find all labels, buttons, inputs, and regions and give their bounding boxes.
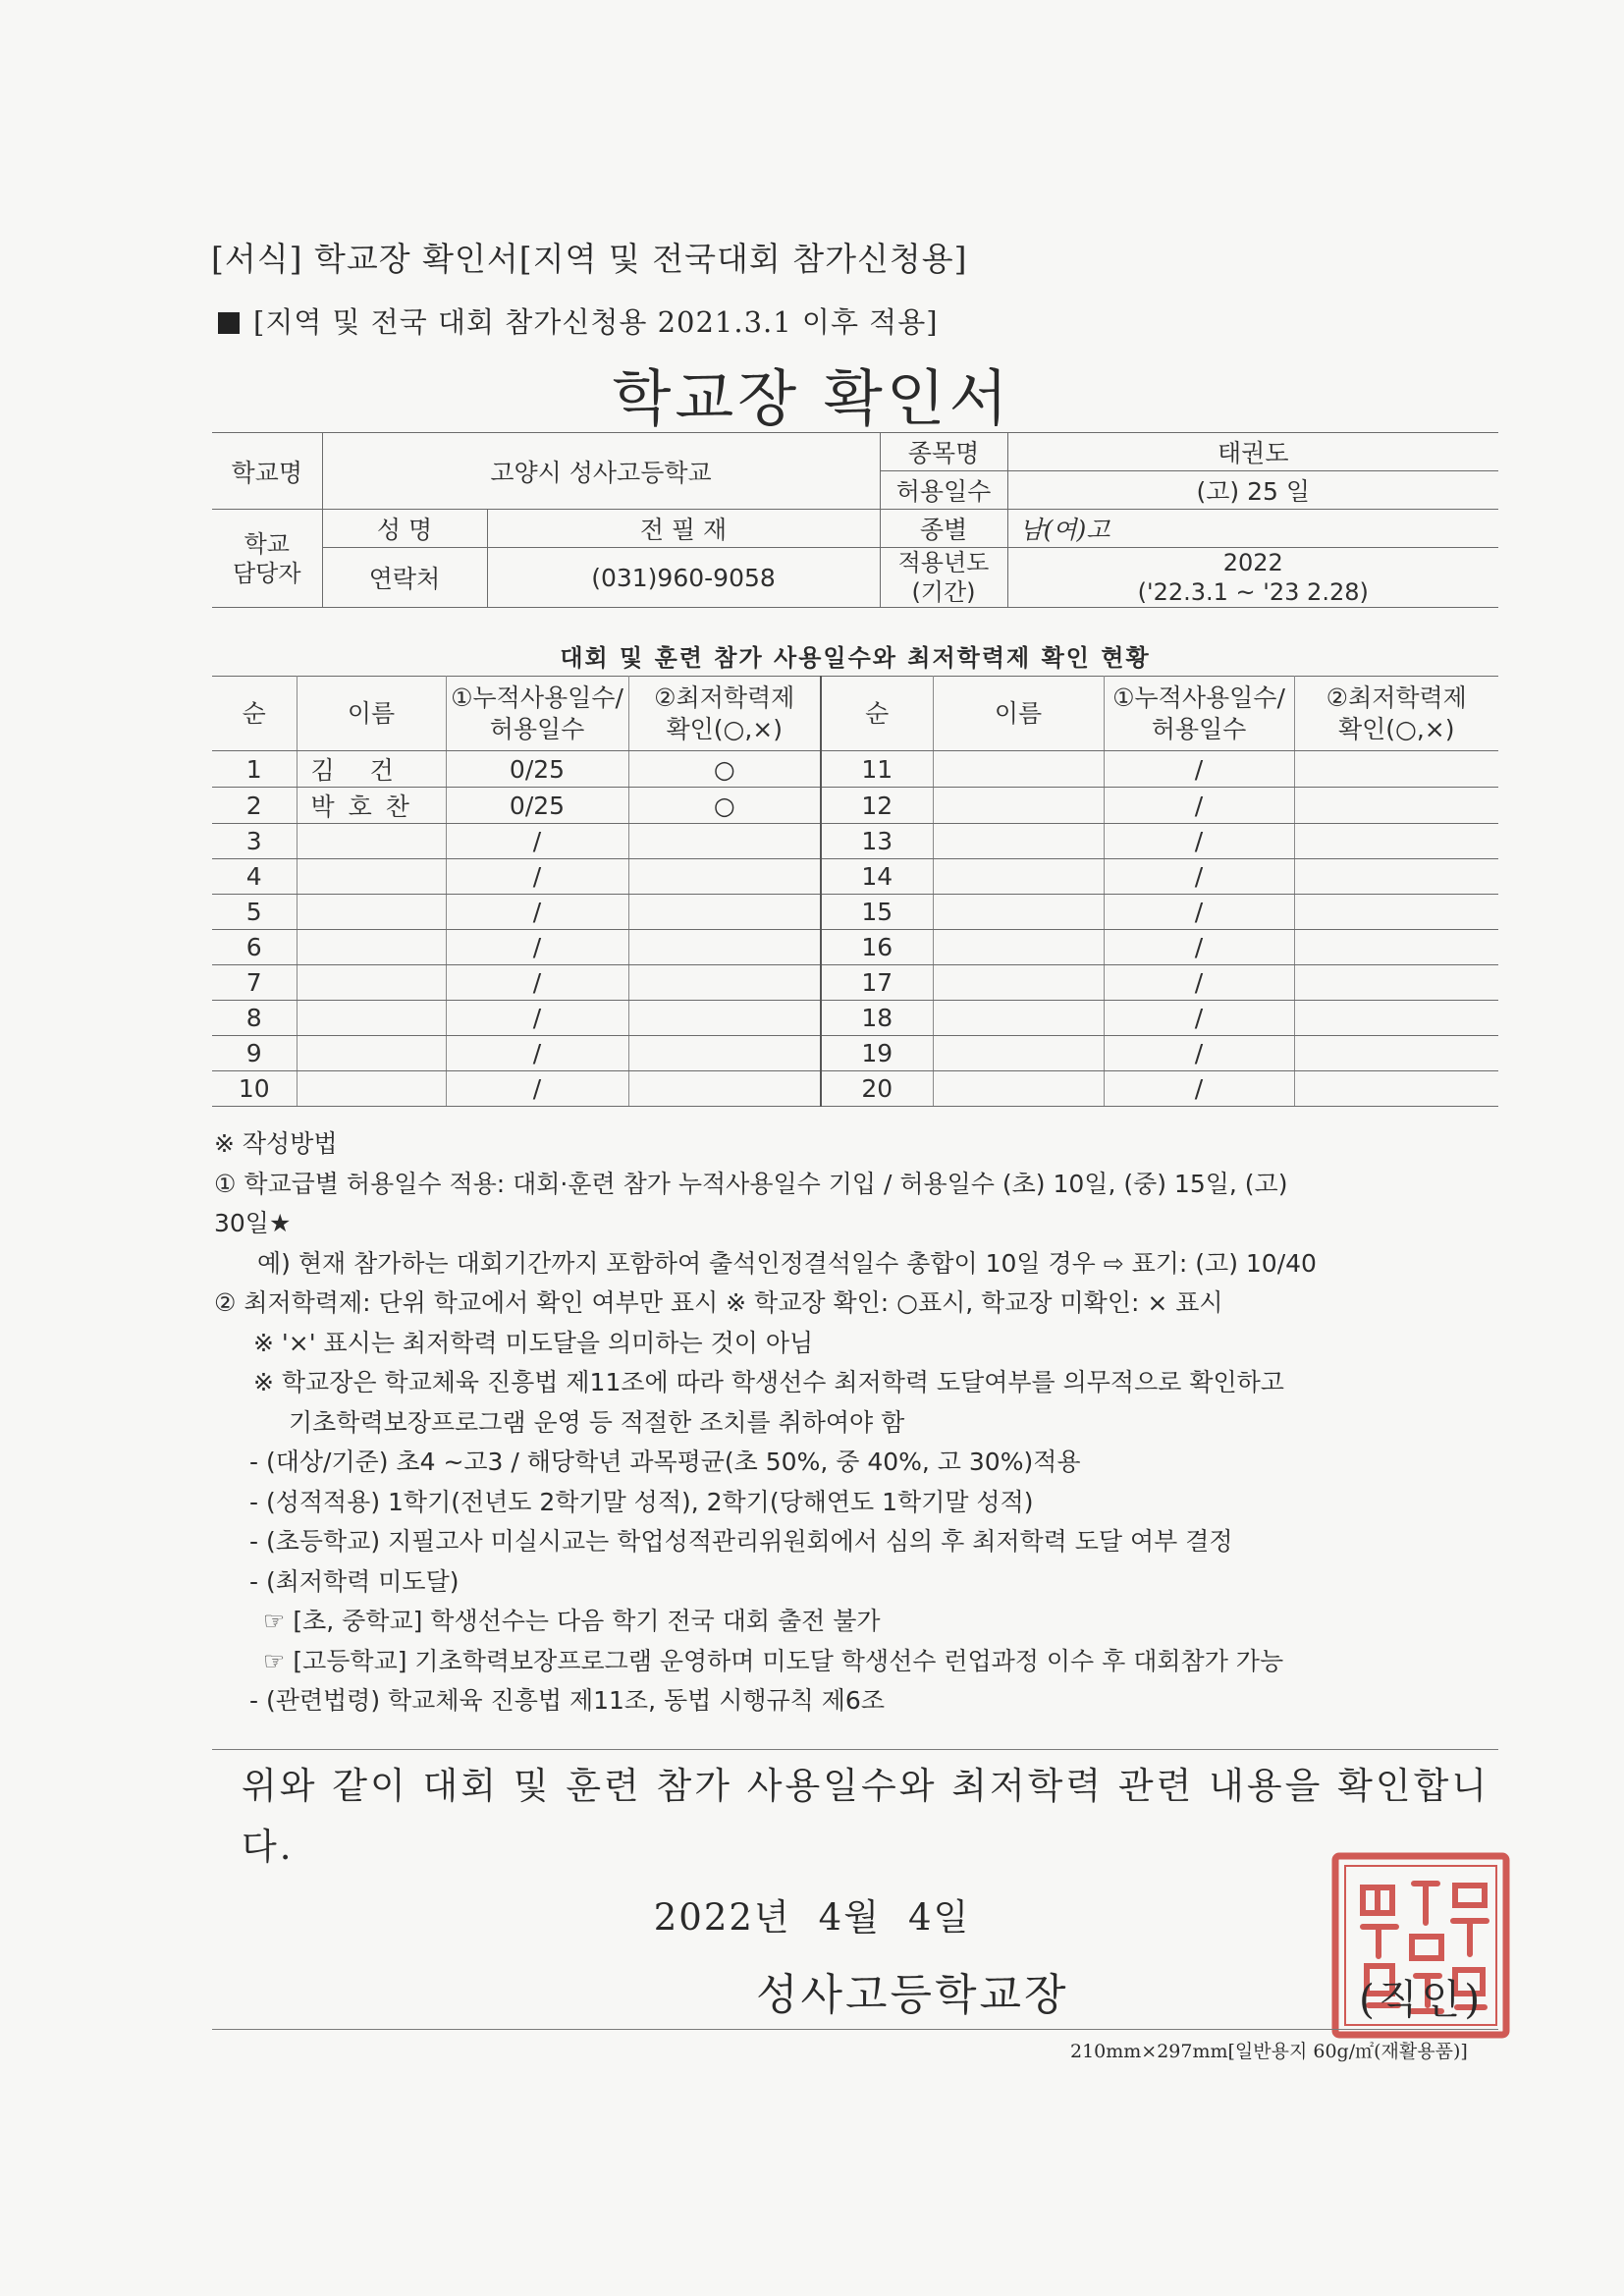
row-days-right: / [1104,788,1294,824]
row-check-right [1294,1001,1498,1036]
row-check-left [628,930,821,965]
header-check-right-1: ②최저학력제 [1326,683,1467,712]
header-days-left-1: ①누적사용일수/ [451,683,623,712]
row-no-right: 12 [821,788,933,824]
row-no-left: 1 [212,751,297,788]
instructions [214,1124,1520,1722]
note-line-4: ※ '×' 표시는 최저학력 미도달을 의미하는 것이 아님 [253,1328,814,1357]
row-no-left: 7 [212,965,297,1001]
year-label [880,548,1007,608]
row-check-left [628,1071,821,1107]
row-days-left: / [446,1036,628,1071]
row-name-right [933,751,1104,788]
usage-table [212,676,1498,1107]
row-no-left: 8 [212,1001,297,1036]
header-check-right-2: 확인(○,×) [1337,714,1455,743]
note-line-8: - (성적적용) 1학기(전년도 2학기말 성적), 2학기(당해연도 1학기말 성적) [249,1487,1034,1516]
note-line-2: 예) 현재 참가하는 대회기간까지 포함하여 출석인정결석일수 총합이 10일 경우 ⇨ 표기: (고) 10/40 [257,1248,1317,1278]
school-label: 학교명 [212,433,322,510]
info-table [212,432,1498,608]
table-row [212,1001,1498,1036]
table-row [212,1036,1498,1071]
year-value [1007,548,1498,608]
row-days-left: / [446,824,628,859]
header-no-left: 순 [212,677,297,751]
info-row-contact [212,548,1498,608]
row-check-left [628,1036,821,1071]
header-name-left: 이름 [297,677,446,751]
row-check-right [1294,895,1498,930]
note-line-6: 기초학력보장프로그램 운영 등 적절한 조치를 취하여야 함 [289,1407,905,1437]
note-line-1a: ① 학교급별 허용일수 적용: 대회·훈련 참가 누적사용일수 기입 / 허용일수 (초) 10일, (중) 15일, (고) [214,1169,1288,1198]
header-no-right: 순 [821,677,933,751]
info-row-name [212,510,1498,548]
row-days-right: / [1104,965,1294,1001]
date-month: 4월 [818,1896,881,1939]
row-name-left [297,1071,446,1107]
form-label: [서식] 학교장 확인서[지역 및 전국대회 참가신청용] [211,240,968,278]
row-name-left [297,930,446,965]
row-no-left: 6 [212,930,297,965]
name-value: 전 필 재 [487,510,880,548]
table-row [212,788,1498,824]
header-days-left-2: 허용일수 [489,714,585,743]
header-check-left-1: ②최저학력제 [654,683,795,712]
gender-value: 남(여)고 [1007,510,1498,548]
header-days-right-1: ①누적사용일수/ [1112,683,1285,712]
manager-label-2: 담당자 [232,559,301,587]
date-day: 4일 [907,1896,971,1939]
row-days-right: / [1104,859,1294,895]
row-no-left: 3 [212,824,297,859]
row-no-right: 11 [821,751,933,788]
row-no-right: 14 [821,859,933,895]
row-days-left: 0/25 [446,751,628,788]
row-no-left: 9 [212,1036,297,1071]
row-check-right [1294,859,1498,895]
table-row [212,751,1498,788]
divider-bottom [212,2029,1498,2030]
row-check-right [1294,751,1498,788]
row-check-left: ○ [628,751,821,788]
allowed-days-label: 허용일수 [880,471,1007,510]
principal-title: 성사고등학교장 [756,1970,1069,2020]
row-name-right [933,824,1104,859]
row-name-left [297,895,446,930]
row-check-right [1294,788,1498,824]
event-label: 종목명 [880,433,1007,471]
row-days-left: / [446,1071,628,1107]
row-no-right: 20 [821,1071,933,1107]
row-no-left: 10 [212,1071,297,1107]
table-row [212,895,1498,930]
row-check-right [1294,824,1498,859]
note-line-11: ☞ [초, 중학교] 학생선수는 다음 학기 전국 대회 출전 불가 [263,1607,881,1635]
row-days-right: / [1104,1001,1294,1036]
row-days-left: / [446,1001,628,1036]
row-name-left [297,1001,446,1036]
row-days-right: / [1104,751,1294,788]
usage-table-header [212,677,1498,751]
apply-line-text: [지역 및 전국 대회 참가신청용 2021.3.1 이후 적용] [253,305,939,339]
seal-note: (직인) [1359,1976,1485,2023]
gender-label: 종별 [880,510,1007,548]
table-row [212,930,1498,965]
row-check-left [628,859,821,895]
name-label: 성 명 [322,510,487,548]
header-check-left [628,677,821,751]
row-no-right: 16 [821,930,933,965]
row-check-right [1294,1071,1498,1107]
row-no-right: 13 [821,824,933,859]
row-name-left: 김 건 [297,751,446,788]
row-no-right: 17 [821,965,933,1001]
note-line-7: - (대상/기준) 초4 ~고3 / 해당학년 과목평균(초 50%, 중 40%, 고 30%)적용 [249,1448,1081,1476]
header-check-right [1294,677,1498,751]
row-name-left [297,824,446,859]
divider-top [212,1749,1498,1750]
row-days-right: / [1104,1071,1294,1107]
header-days-right [1104,677,1294,751]
row-no-right: 18 [821,1001,933,1036]
row-check-right [1294,930,1498,965]
row-check-left [628,965,821,1001]
row-no-right: 19 [821,1036,933,1071]
row-name-left: 박호찬 [297,788,446,824]
table-row [212,1071,1498,1107]
note-line-1b: 30일★ [214,1209,292,1237]
header-name-right: 이름 [933,677,1104,751]
row-check-left [628,895,821,930]
row-no-right: 15 [821,895,933,930]
row-name-left [297,859,446,895]
row-name-right [933,1036,1104,1071]
notes-heading: ※ 작성방법 [214,1129,338,1158]
event-value: 태권도 [1007,433,1498,471]
row-name-right [933,895,1104,930]
section-title: 대회 및 훈련 참가 사용일수와 최저학력제 확인 현황 [560,644,1151,672]
date-year: 2022년 [653,1896,791,1939]
contact-value: (031)960-9058 [487,548,880,608]
school-value: 고양시 성사고등학교 [322,433,880,510]
row-days-right: / [1104,1036,1294,1071]
table-row [212,859,1498,895]
document-title: 학교장 확인서 [612,362,1012,434]
row-name-left [297,965,446,1001]
usage-table-body [212,677,1498,1107]
row-no-left: 5 [212,895,297,930]
row-name-right [933,1001,1104,1036]
year-label-1: 적용년도 [897,549,990,576]
paper-spec: 210mm×297mm[일반용지 60g/㎡(재활용품)] [1070,2041,1468,2062]
row-check-left [628,824,821,859]
row-check-left: ○ [628,788,821,824]
info-row-school [212,433,1498,471]
allowed-days-value: (고) 25 일 [1007,471,1498,510]
row-name-left [297,1036,446,1071]
year-label-2: (기간) [911,578,976,606]
row-name-right [933,965,1104,1001]
note-line-12: ☞ [고등학교] 기초학력보장프로그램 운영하며 미도달 학생선수 런업과정 이수 후 대회참가 가능 [263,1646,1284,1675]
confirmation-text: 위와 같이 대회 및 훈련 참가 사용일수와 최저학력 관련 내용을 확인합니다. [242,1765,1490,1868]
row-days-right: / [1104,930,1294,965]
manager-label-1: 학교 [244,529,290,558]
row-name-right [933,930,1104,965]
header-check-left-2: 확인(○,×) [666,714,783,743]
note-line-9: - (초등학교) 지필고사 미실시교는 학업성적관리위원회에서 심의 후 최저학력 도달 여부 결정 [249,1527,1233,1556]
year-value-1: 2022 [1222,549,1283,576]
note-line-3: ② 최저학력제: 단위 학교에서 확인 여부만 표시 ※ 학교장 확인: ○표시, 학교장 미확인: × 표시 [214,1288,1223,1317]
note-line-5: ※ 학교장은 학교체육 진흥법 제11조에 따라 학생선수 최저학력 도달여부를 의무적으로 확인하고 [253,1368,1284,1396]
year-value-2: ('22.3.1 ~ '23 2.28) [1137,578,1369,606]
square-bullet-icon [218,312,240,334]
row-check-right [1294,1036,1498,1071]
note-line-13: - (관련법령) 학교체육 진흥법 제11조, 동법 시행규칙 제6조 [249,1686,885,1715]
note-line-10: - (최저학력 미도달) [249,1566,460,1596]
row-no-left: 2 [212,788,297,824]
row-days-left: / [446,859,628,895]
row-check-left [628,1001,821,1036]
contact-label: 연락처 [322,548,487,608]
row-name-right [933,788,1104,824]
row-check-right [1294,965,1498,1001]
row-no-left: 4 [212,859,297,895]
header-days-left [446,677,628,751]
manager-label [212,510,322,608]
header-days-right-2: 허용일수 [1151,714,1247,743]
row-name-right [933,859,1104,895]
row-days-left: 0/25 [446,788,628,824]
row-name-right [933,1071,1104,1107]
row-days-right: / [1104,895,1294,930]
table-row [212,824,1498,859]
table-row [212,965,1498,1001]
row-days-left: / [446,895,628,930]
row-days-left: / [446,965,628,1001]
apply-line [218,301,939,341]
row-days-left: / [446,930,628,965]
row-days-right: / [1104,824,1294,859]
